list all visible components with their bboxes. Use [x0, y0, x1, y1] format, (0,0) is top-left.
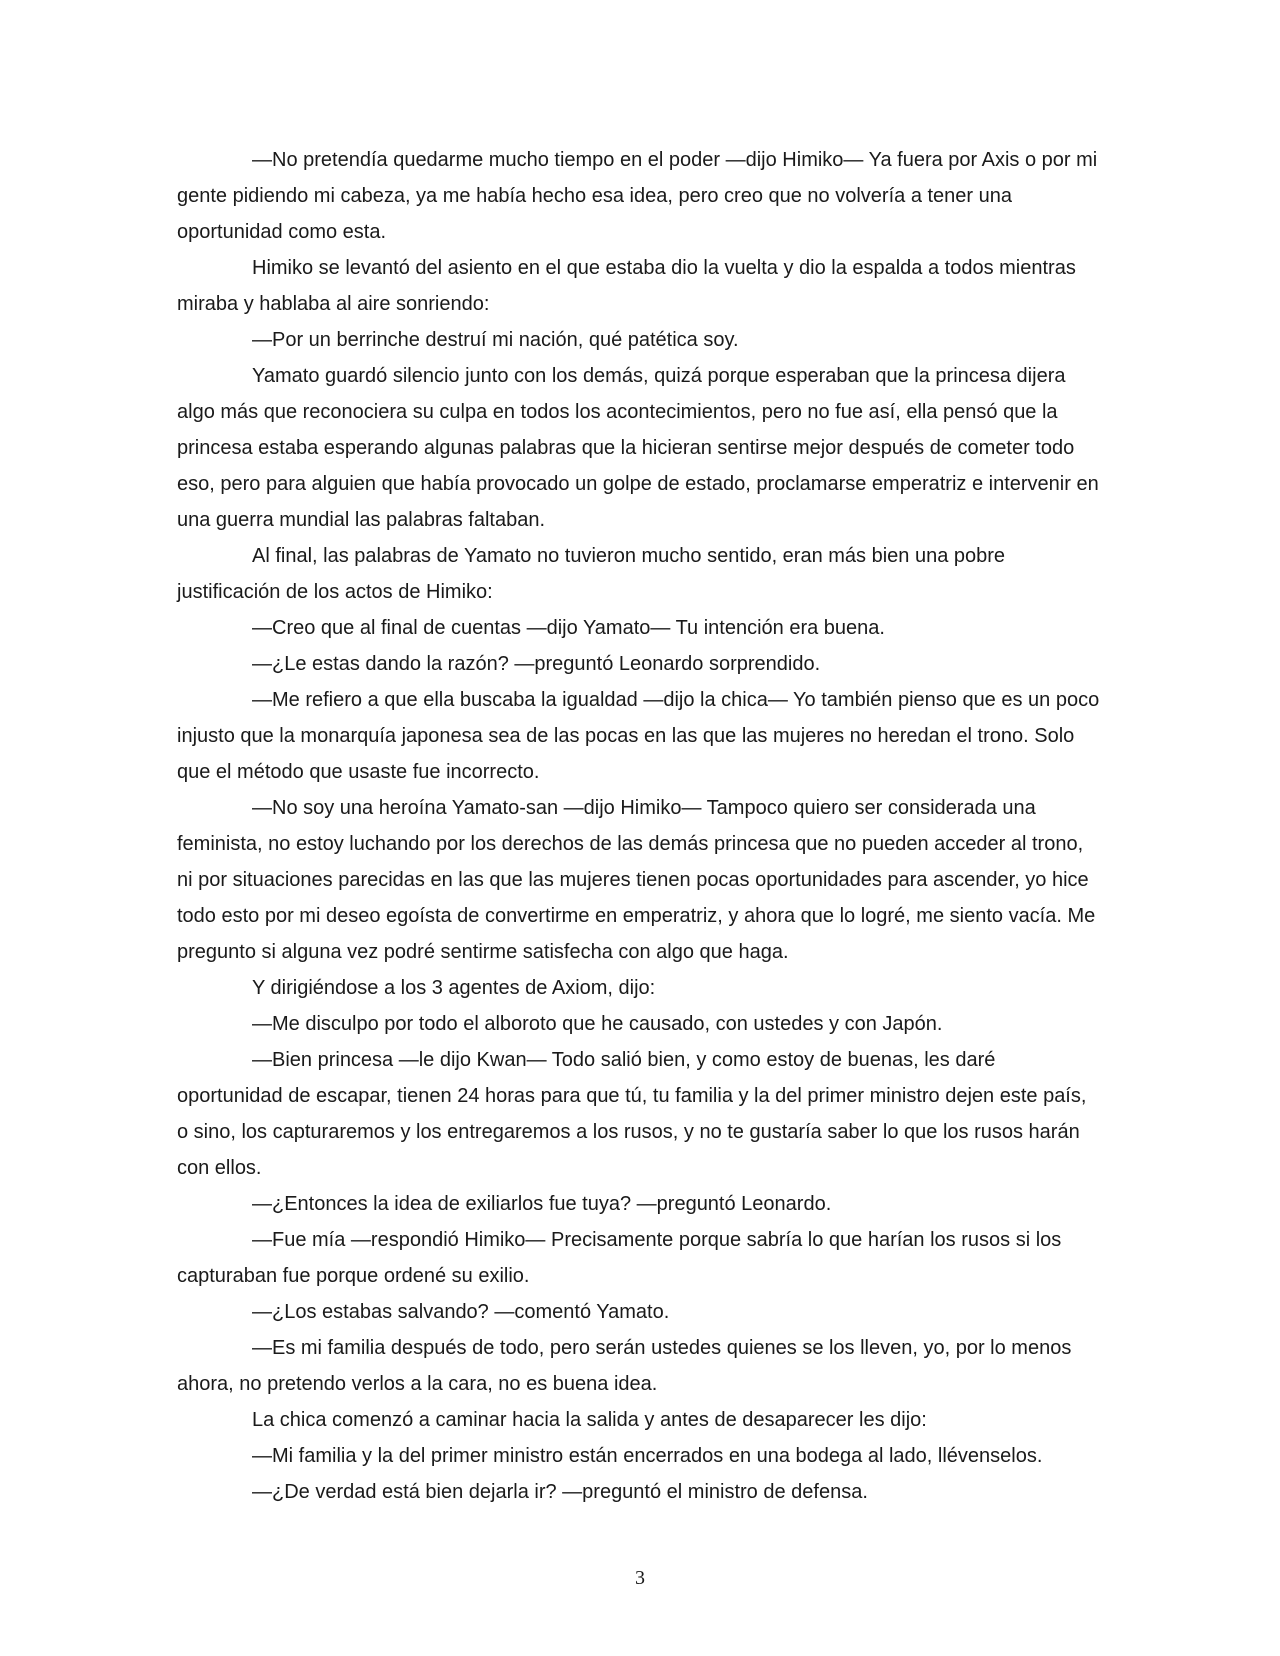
paragraph: —Me disculpo por todo el alboroto que he causado, con ustedes y con Japón. [252, 1013, 943, 1035]
paragraph: —Bien princesa —le dijo Kwan— Todo salió bien, y como estoy de buenas, les daré oportunidad de escapar, tienen 24 horas para que tú, tu familia y la del primer ministro dejen este país, o sino, los capturaremos y los entregaremos a los rusos, y no te gustaría saber lo que los rusos harán con ellos. [177, 1049, 1087, 1179]
paragraph: —No pretendía quedarme mucho tiempo en el poder —dijo Himiko— Ya fuera por Axis o por mi gente pidiendo mi cabeza, ya me había hecho esa idea, pero creo que no volvería a tener una oportunidad como esta. [177, 149, 1098, 243]
paragraph: —Es mi familia después de todo, pero serán ustedes quienes se los lleven, yo, por lo menos ahora, no pretendo verlos a la cara, no es buena idea. [177, 1337, 1072, 1395]
paragraph: —Por un berrinche destruí mi nación, qué patética soy. [252, 329, 739, 351]
paragraph: —¿Los estabas salvando? —comentó Yamato. [252, 1301, 670, 1323]
paragraph: Yamato guardó silencio junto con los demás, quizá porque esperaban que la princesa dijera algo más que reconociera su culpa en todos los acontecimientos, pero no fue así, ella pensó que la princesa estaba esperando algunas palabras que la hicieran sentirse mejor después de cometer todo eso, pero para alguien que había provocado un golpe de estado, proclamarse emperatriz e intervenir en una guerra mundial las palabras faltaban. [177, 365, 1099, 531]
paragraph: —¿De verdad está bien dejarla ir? —preguntó el ministro de defensa. [252, 1481, 868, 1503]
paragraph: La chica comenzó a caminar hacia la salida y antes de desaparecer les dijo: [252, 1409, 927, 1431]
paragraph: Al final, las palabras de Yamato no tuvieron mucho sentido, eran más bien una pobre justificación de los actos de Himiko: [177, 545, 1006, 603]
paragraph: —Mi familia y la del primer ministro están encerrados en una bodega al lado, llévenselos. [252, 1445, 1043, 1467]
body-text [177, 142, 1101, 1510]
paragraph: —¿Le estas dando la razón? —preguntó Leonardo sorprendido. [252, 653, 821, 675]
paragraph: Y dirigiéndose a los 3 agentes de Axiom, dijo: [252, 977, 656, 999]
paragraph: —No soy una heroína Yamato-san —dijo Himiko— Tampoco quiero ser considerada una feminista, no estoy luchando por los derechos de las demás princesa que no pueden acceder al trono, ni por situaciones parecidas en las que las mujeres tienen pocas oportunidades para ascender, yo hice todo esto por mi deseo egoísta de convertirme en emperatriz, y ahora que lo logré, me siento vacía. Me pregunto si alguna vez podré sentirme satisfecha con algo que haga. [177, 797, 1096, 963]
page-number: 3 [635, 1567, 645, 1589]
paragraph: —¿Entonces la idea de exiliarlos fue tuya? —preguntó Leonardo. [252, 1193, 832, 1215]
paragraph: Himiko se levantó del asiento en el que estaba dio la vuelta y dio la espalda a todos mientras miraba y hablaba al aire sonriendo: [177, 257, 1076, 315]
paragraph: —Creo que al final de cuentas —dijo Yamato— Tu intención era buena. [252, 617, 885, 639]
paragraph: —Me refiero a que ella buscaba la igualdad —dijo la chica— Yo también pienso que es un poco injusto que la monarquía japonesa sea de las pocas en las que las mujeres no heredan el trono. Solo que el método que usaste fue incorrecto. [177, 689, 1100, 783]
paragraph: —Fue mía —respondió Himiko— Precisamente porque sabría lo que harían los rusos si los capturaban fue porque ordené su exilio. [177, 1229, 1062, 1287]
